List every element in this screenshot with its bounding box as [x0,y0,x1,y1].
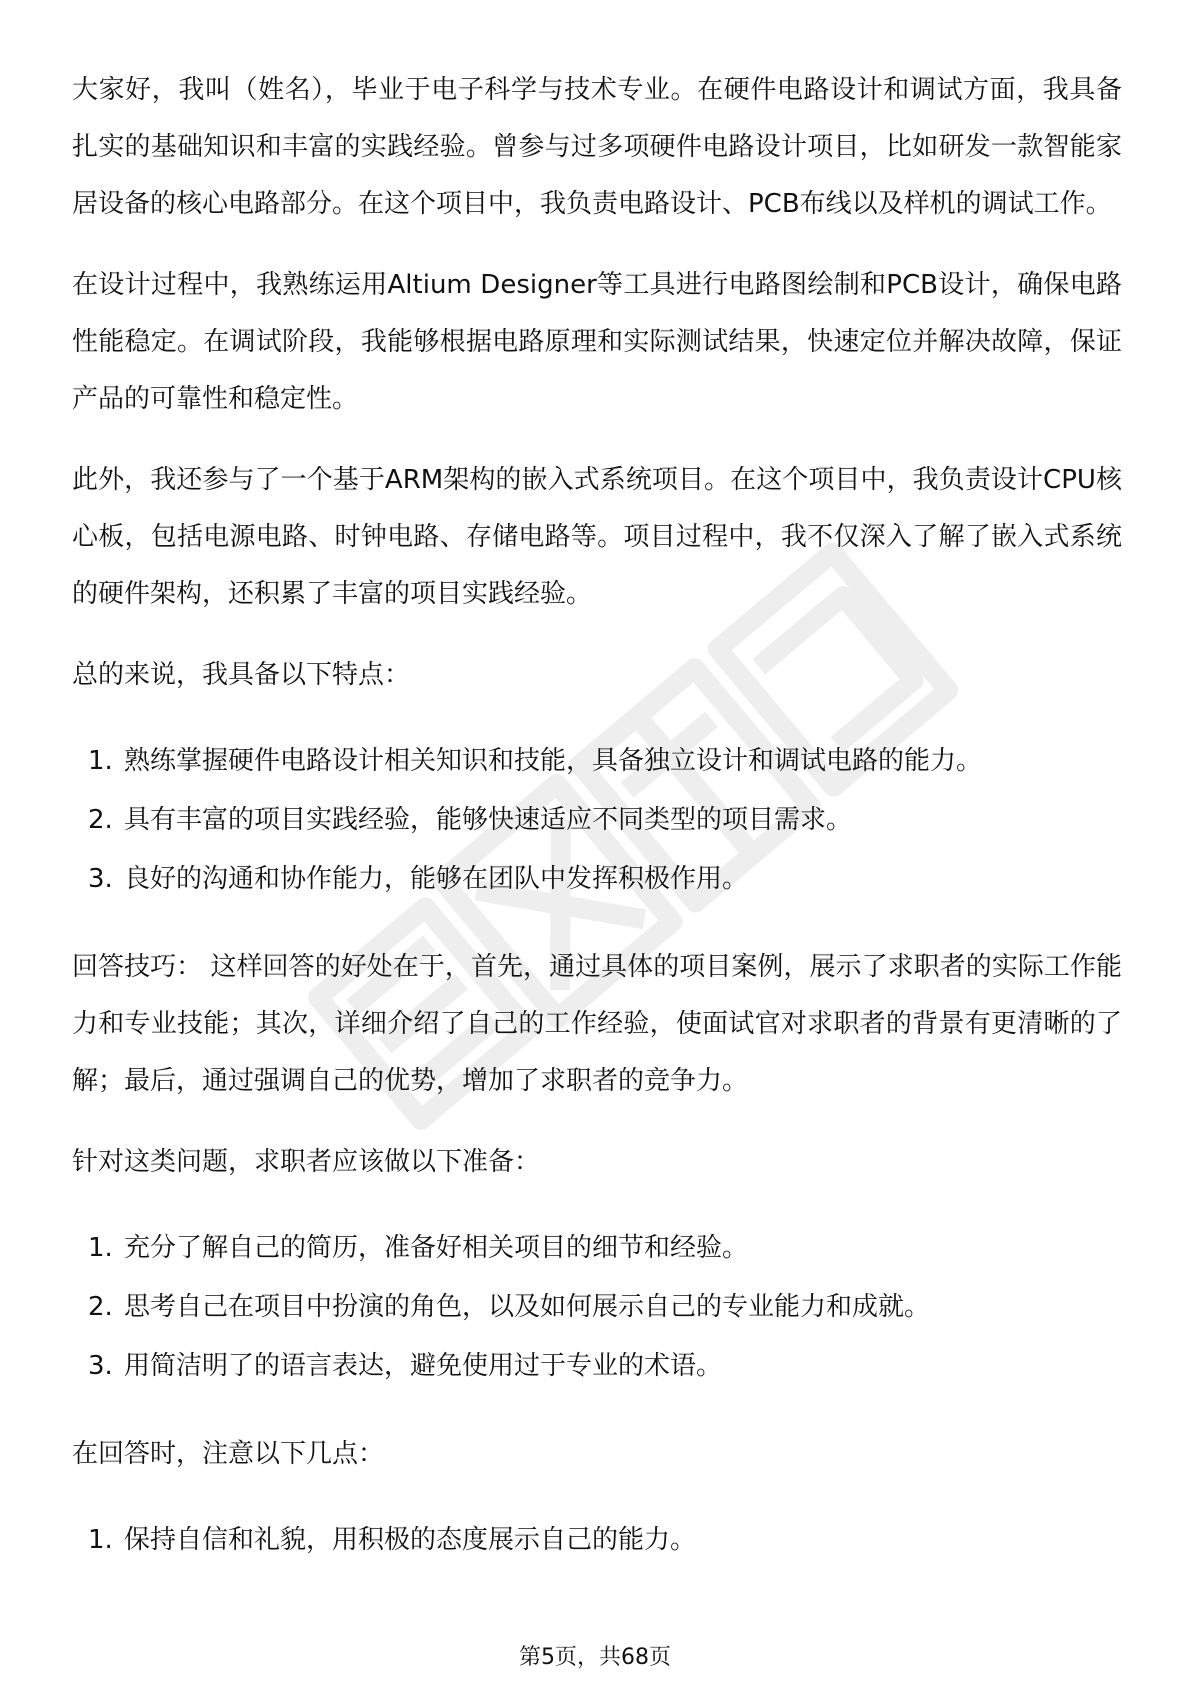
prep-list [72,1219,1122,1396]
paragraph-arm-project: 此外，我还参与了一个基于ARM架构的嵌入式系统项目。在这个项目中，我负责设计CPU核心板，包括电源电路、时钟电路、存储电路等。项目过程中，我不仅深入了解了嵌入式系统的硬件架构，还积累了丰富的项目实践经验。 [72,465,1122,609]
list-item: 3. 良好的沟通和协作能力，能够在团队中发挥积极作用。 [88,864,749,894]
paragraph-intro: 大家好，我叫（姓名），毕业于电子科学与技术专业。在硬件电路设计和调试方面，我具备扎实的基础知识和丰富的实践经验。曾参与过多项硬件电路设计项目，比如研发一款智能家居设备的核心电路部分。在这个项目中，我负责电路设计、PCB布线以及样机的调试工作。 [72,75,1122,219]
paragraph-design: 在设计过程中，我熟练运用Altium Designer等工具进行电路图绘制和PCB设计，确保电路性能稳定。在调试阶段，我能够根据电路原理和实际测试结果，快速定位并解决故障，保证产品的可靠性和稳定性。 [72,270,1122,414]
list-item: 3. 用简洁明了的语言表达，避免使用过于专业的术语。 [88,1351,723,1381]
list-item: 1. 保持自信和礼貌，用积极的态度展示自己的能力。 [88,1525,697,1555]
document-body [72,62,1122,1600]
list-item: 2. 思考自己在项目中扮演的角色，以及如何展示自己的专业能力和成就。 [88,1292,931,1322]
notes-list [72,1511,1122,1570]
paragraph-answer-tips: 回答技巧： 这样回答的好处在于，首先，通过具体的项目案例，展示了求职者的实际工作能力和专业技能；其次，详细介绍了自己的工作经验，使面试官对求职者的背景有更清晰的了解；最后，通过强调自己的优势，增加了求职者的竞争力。 [72,952,1122,1096]
paragraph-summary-intro: 总的来说，我具备以下特点： [72,660,411,690]
paragraph-notes-intro: 在回答时，注意以下几点： [72,1439,385,1469]
traits-list [72,732,1122,909]
list-item: 1. 熟练掌握硬件电路设计相关知识和技能，具备独立设计和调试电路的能力。 [88,746,983,776]
list-item: 2. 具有丰富的项目实践经验，能够快速适应不同类型的项目需求。 [88,805,853,835]
page-number-footer: 第5页，共68页 [519,1645,671,1670]
paragraph-prep-intro: 针对这类问题，求职者应该做以下准备： [72,1147,541,1177]
list-item: 1. 充分了解自己的简历，准备好相关项目的细节和经验。 [88,1233,749,1263]
